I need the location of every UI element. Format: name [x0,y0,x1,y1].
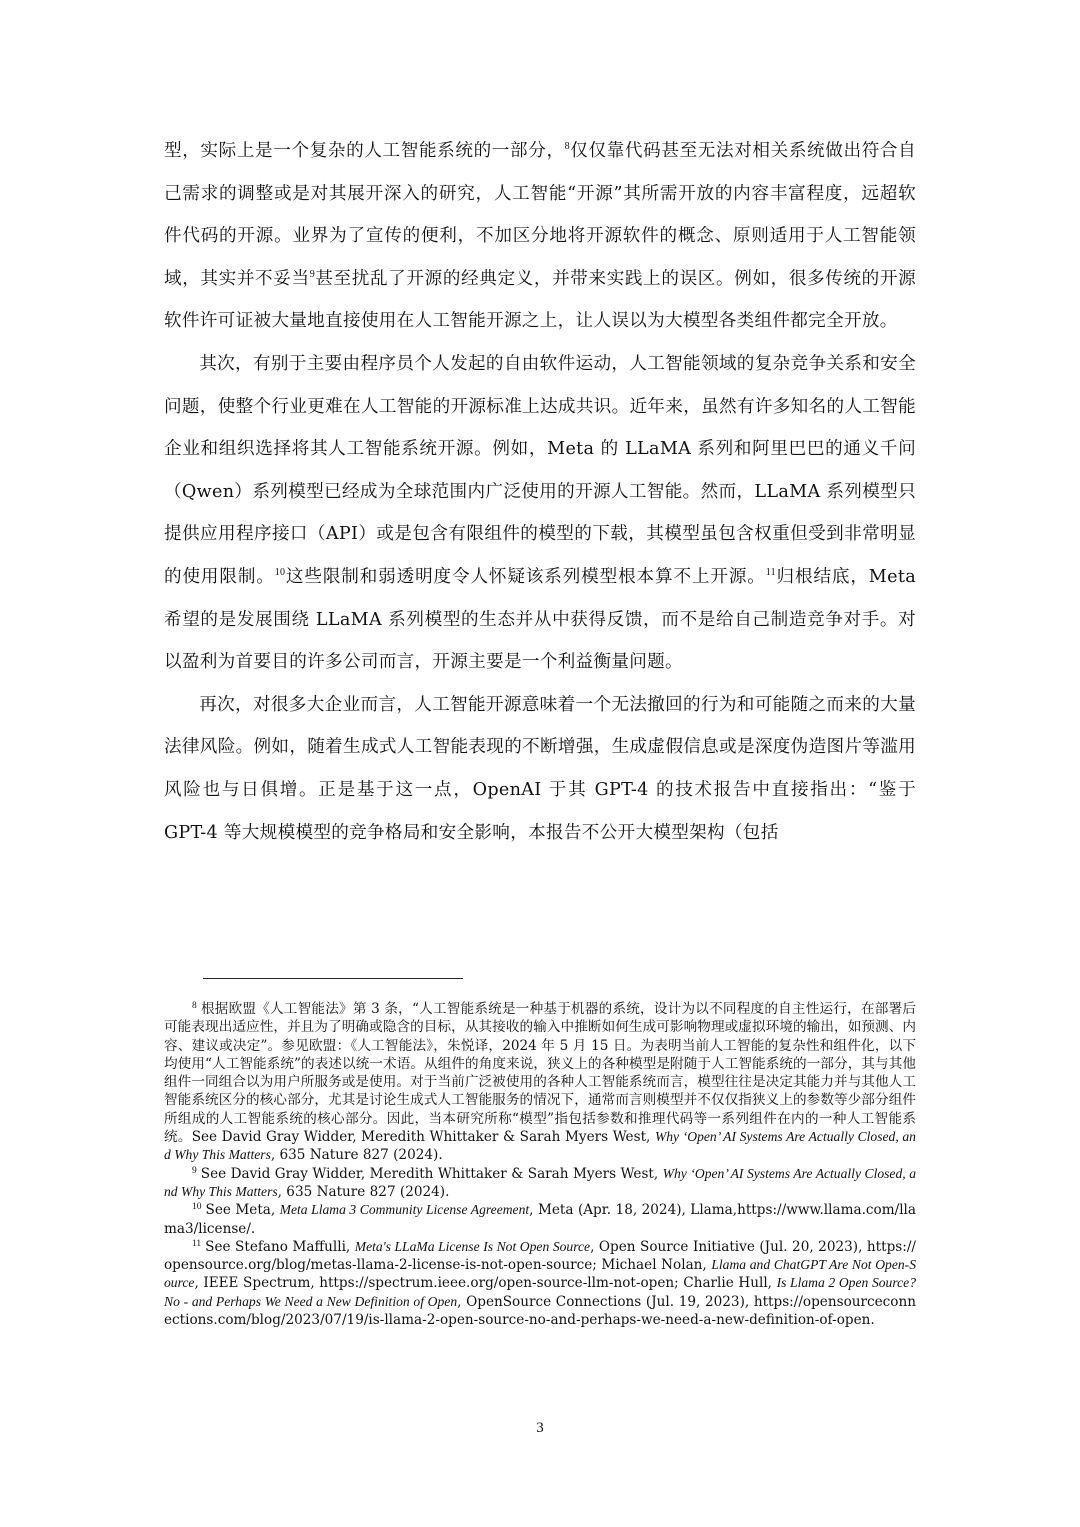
footnote-8 [164,1000,916,1165]
paragraph-2-text-b: 这些限制和弱透明度令人怀疑该系列模型根本算不上开源。 [285,566,766,587]
main-text [164,130,916,854]
footnote-ref-8[interactable]: 8 [564,141,570,152]
footnote-text: , OpenSource Connections (Jul. 19, 2023), https://opensourceconnections.com/blog/2023/07/19/is-llama-2-open-source-no-and-perhaps-we-need-a-new-definition-of-open. [164,1293,916,1329]
footnote-number: 10 [192,1202,202,1213]
footnote-title: Meta's LLaMa License Is Not Open Source [354,1238,591,1254]
footnote-text: , 635 Nature 827 (2024). [270,1147,443,1164]
page-number: 3 [536,1420,544,1436]
paragraph-2-text-a: 其次，有别于主要由程序员个人发起的自由软件运动，人工智能领域的复杂竞争关系和安全问题，使整个行业更难在人工智能的开源标准上达成共识。近年来，虽然有许多知名的人工智能企业和组织选择将其人工智能系统开源。例如，Meta 的 LLaMA 系列和阿里巴巴的通义千问（Qwen）系列模型已经成为全球范围内广泛使用的开源人工智能。然而，LLaMA 系列模型只提供应用程序接口（API）或是包含有限组件的模型的下载，其模型虽包含权重但受到非常明显的使用限制。 [164,353,916,587]
footnote-10 [164,1201,916,1238]
footnote-title: Llama and ChatGPT Are Not Open-Source [164,1257,916,1291]
paragraph-3-text: 再次，对很多大企业而言，人工智能开源意味着一个无法撤回的行为和可能随之而来的大量法律风险。例如，随着生成式人工智能表现的不断增强，生成虚假信息或是深度伪造图片等滥用风险也与日俱增。正是基于这一点，OpenAI 于其 GPT-4 的技术报告中直接指出：“鉴于 GPT-4 等大规模模型的竞争格局和安全影响，本报告不公开大模型架构（包括 [164,694,916,843]
footnote-title: Meta Llama 3 Community License Agreement [279,1202,530,1218]
footnote-text: See David Gray Widder, Meredith Whittaker & Sarah Myers West, [200,1165,663,1182]
footnote-text: See Meta, [205,1202,280,1219]
footnote-9 [164,1165,916,1202]
paragraph-2-text-c: 归根结底，Meta 希望的是发展围绕 LLaMA 系列模型的生态并从中获得反馈，而不是给自己制造竞争对手。对以盈利为首要目的许多公司而言，开源主要是一个利益衡量问题。 [164,566,916,673]
footnotes [164,1000,916,1329]
footnote-11 [164,1238,916,1329]
footnote-text: , Meta (Apr. 18, 2024), Llama,https://www.llama.com/llama3/license/. [164,1202,916,1237]
footnote-ref-11[interactable]: 11 [765,566,776,578]
footnote-text: See Stefano Maffulli, [205,1238,355,1255]
footnote-number: 11 [192,1238,202,1249]
footnote-number: 9 [192,1165,197,1176]
footnote-title: Why ‘Open’ AI Systems Are Actually Closed, and Why This Matters [164,1165,916,1199]
footnote-text: , Open Source Initiative (Jul. 20, 2023), https://opensource.org/blog/metas-llama-2-license-is-not-open-source; Michael Nolan, [164,1238,916,1274]
footnote-ref-9[interactable]: 9 [309,268,316,280]
paragraph-1 [164,130,916,343]
paragraph-1-text-c: 甚至扰乱了开源的经典定义，并带来实践上的误区。例如，很多传统的开源软件许可证被大量地直接使用在人工智能开源之上，让人误以为大模型各类组件都完全开放。 [164,268,917,332]
paragraph-3 [164,684,916,854]
footnote-text: 根据欧盟《人工智能法》第 3 条，“人工智能系统是一种基于机器的系统，设计为以不同程度的自主性运行，在部署后可能表现出适应性，并且为了明确或隐含的目标，从其接收的输入中推断如何生成可影响物理或虚拟环境的输出，如预测、内容、建议或决定”。参见欧盟：《人工智能法》，朱悦译，2024 年 5 月 15 日。为表明当前人工智能的复杂性和组件化，以下均使用“人工智能系统”的表述以统一术语。从组件的角度来说，狭义上的各种模型是附随于人工智能系统的一部分，其与其他组件一同组合以为用户所服务或是使用。对于当前广泛被使用的各种人工智能系统而言，模型往往是决定其能力并与其他人工智能系统区分的核心部分，尤其是讨论生成式人工智能服务的情况下，通常而言则模型并不仅仅指狭义上的参数等少部分组件所组成的人工智能系统的核心部分。因此，当本研究所称“模型”指包括参数和推理代码等一系列组件在内的一种人工智能系统。See David Gray Widder, Meredith Whittaker & Sarah Myers West, [164,1001,916,1146]
footnote-title: Why ‘Open’ AI Systems Are Actually Closed, and Why This Matters [164,1129,916,1163]
footnote-number: 8 [192,1001,197,1011]
footnote-title: Is Llama 2 Open Source? No - and Perhaps We Need a New Definition of Open [164,1275,916,1309]
footnote-separator [203,978,463,979]
paragraph-1-text-b: 仅仅靠代码甚至无法对相关系统做出符合自己需求的调整或是对其展开深入的研究，人工智能“开源”其所需开放的内容丰富程度，远超软件代码的开源。业界为了宣传的便利，不加区分地将开源软件的概念、原则适用于人工智能领域，其实并不妥当 [164,141,917,289]
footnote-text: , 635 Nature 827 (2024). [277,1183,450,1200]
paragraph-1-text-a: 型，实际上是一个复杂的人工智能系统的一部分， [164,141,565,161]
paragraph-2 [164,343,916,684]
footnote-text: , IEEE Spectrum, https://spectrum.ieee.org/open-source-llm-not-open; Charlie Hull, [194,1275,777,1292]
footnote-ref-10[interactable]: 10 [274,566,286,578]
